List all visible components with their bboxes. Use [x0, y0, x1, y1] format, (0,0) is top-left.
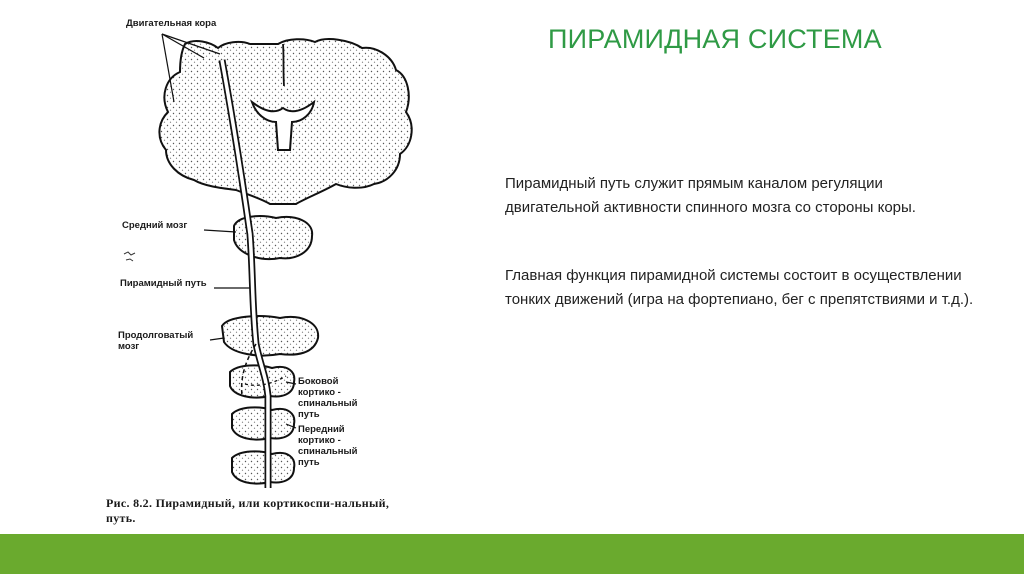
- pyramidal-system-figure: [100, 4, 430, 534]
- label-medulla: Продолговатый мозг: [118, 330, 194, 352]
- paragraph-2: Главная функция пирамидной системы состоит в осуществлении тонких движений (игра на фортепиано, бег с препятствиями и т.д.).: [505, 267, 974, 308]
- brain-diagram: [100, 4, 430, 534]
- spinal-segment-2: [232, 407, 294, 439]
- spinal-segment-3: [232, 451, 294, 483]
- label-anterior-tract: Передний кортико - спинальный путь: [298, 424, 358, 468]
- label-pyramidal-tract: Пирамидный путь: [120, 278, 207, 289]
- label-motor-cortex: Двигательная кора: [126, 18, 217, 29]
- label-midbrain: Средний мозг: [122, 220, 188, 231]
- slide-title: ПИРАМИДНАЯ СИСТЕМА: [548, 24, 882, 54]
- medulla-section: [222, 316, 318, 355]
- figure-caption: Рис. 8.2. Пирамидный, или кортикоспи-нальный, путь.: [106, 496, 390, 525]
- paragraph-1: Пирамидный путь служит прямым каналом регуляции двигательной активности спинного мозга со стороны коры.: [505, 175, 916, 216]
- footer-bar: [0, 534, 1024, 574]
- label-lateral-tract: Боковой кортико - спинальный путь: [298, 376, 358, 420]
